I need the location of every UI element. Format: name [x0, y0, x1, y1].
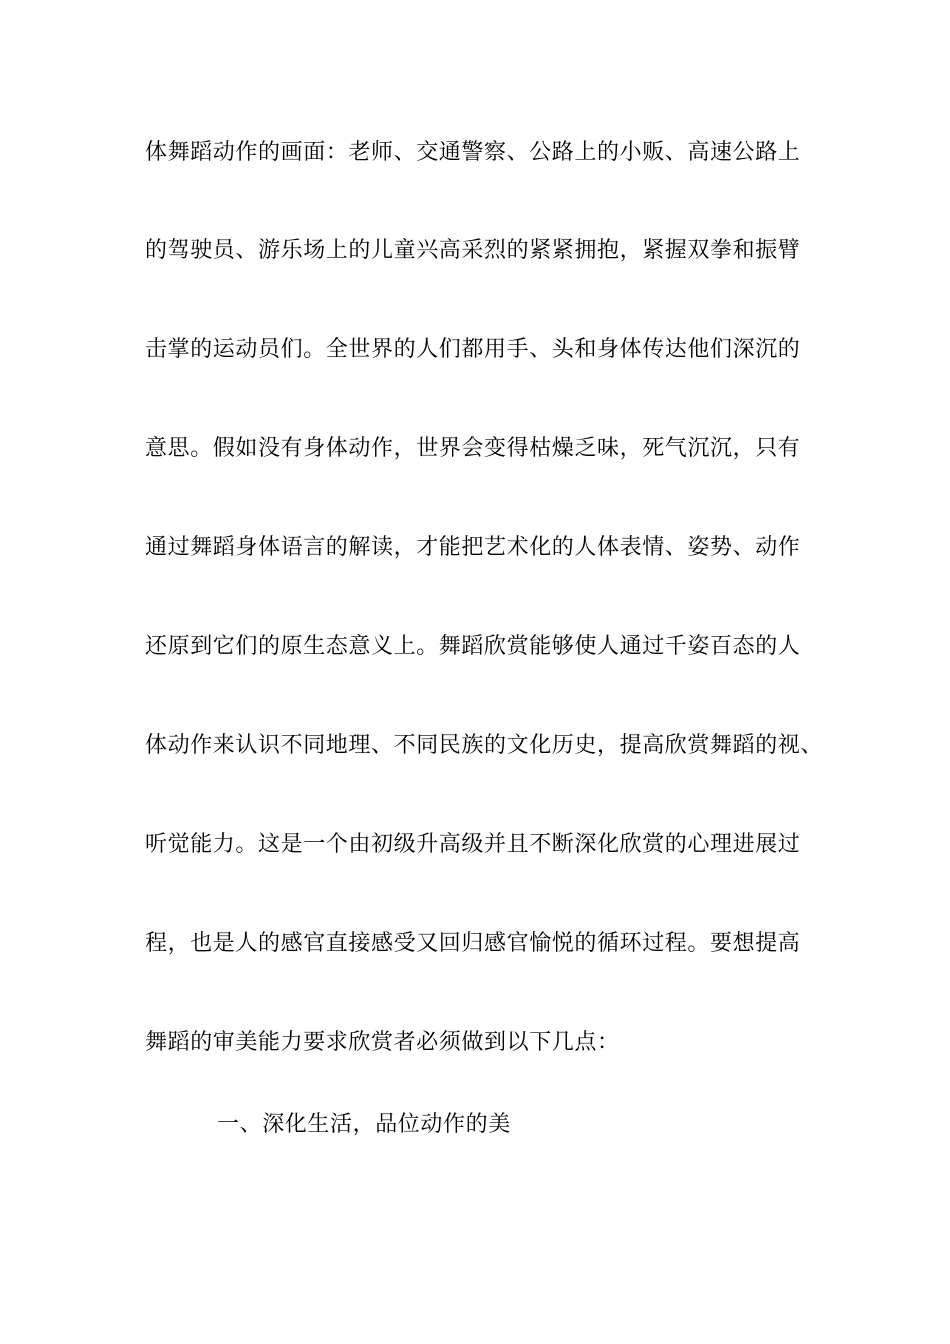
paragraph-line-6: 还原到它们的原生态意义上。舞蹈欣赏能够使人通过千姿百态的人: [145, 634, 801, 659]
paragraph-line-2: 的驾驶员、游乐场上的儿童兴高采烈的紧紧拥抱，紧握双拳和振臂: [145, 238, 801, 263]
paragraph-line-1: 体舞蹈动作的画面：老师、交通警察、公路上的小贩、高速公路上: [145, 140, 801, 165]
section-heading: 一、深化生活，品位动作的美: [217, 1112, 511, 1137]
paragraph-line-7: 体动作来认识不同地理、不同民族的文化历史，提高欣赏舞蹈的视、: [145, 733, 824, 758]
paragraph-line-4: 意思。假如没有身体动作，世界会变得枯燥乏味，死气沉沉，只有: [145, 436, 801, 461]
paragraph-line-10: 舞蹈的审美能力要求欣赏者必须做到以下几点：: [145, 1030, 620, 1055]
paragraph-line-3: 击掌的运动员们。全世界的人们都用手、头和身体传达他们深沉的: [145, 337, 801, 362]
paragraph-line-9: 程，也是人的感官直接感受又回归感官愉悦的循环过程。要想提高: [145, 931, 801, 956]
paragraph-line-8: 听觉能力。这是一个由初级升高级并且不断深化欣赏的心理进展过: [145, 832, 801, 857]
paragraph-line-5: 通过舞蹈身体语言的解读，才能把艺术化的人体表情、姿势、动作: [145, 535, 801, 560]
